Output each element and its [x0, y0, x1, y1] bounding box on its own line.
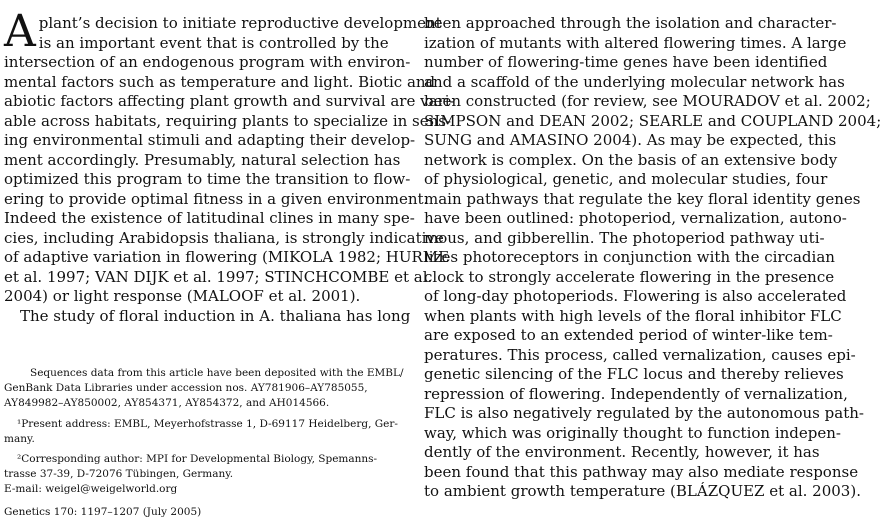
body-line: peratures. This process, called vernalization, causes epi-: [424, 345, 856, 364]
body-line: clock to strongly accelerate flowering in the presence: [424, 267, 835, 286]
body-line: of physiological, genetic, and molecular studies, four: [424, 170, 828, 188]
body-line: been approached through the isolation and character-: [424, 14, 837, 32]
body-line: dently of the environment. Recently, however, it has: [424, 443, 820, 461]
right-column: [424, 14, 881, 502]
footnote-accession: Sequences data from this article have been deposited with the EMBL/: [30, 367, 404, 379]
body-line: ering to provide optimal fitness in a given environment.: [4, 189, 429, 208]
body-line: when plants with high levels of the floral inhibitor FLC: [424, 306, 842, 325]
body-line: FLC is also negatively regulated by the autonomous path-: [424, 404, 864, 422]
body-line: network is complex. On the basis of an extensive body: [424, 150, 838, 169]
footnote-email: E-mail: weigel@weigelworld.org: [4, 483, 178, 496]
footnote-accession: GenBank Data Libraries under accession nos. AY781906–AY785055,: [4, 382, 368, 395]
body-line: lizes photoreceptors in conjunction with the circadian: [424, 248, 835, 266]
body-line: plant’s decision to initiate reproductive development: [38, 14, 442, 32]
body-line: to ambient growth temperature (BLÁZQUEZ et al. 2003).: [424, 482, 861, 500]
footnote-address: many.: [4, 432, 35, 445]
body-line: cies, including Arabidopsis thaliana, is strongly indicative: [4, 228, 444, 247]
body-line: and a scaffold of the underlying molecular network has: [424, 72, 845, 91]
footnotes: [4, 366, 404, 498]
footnote-address: ¹Present address: EMBL, Meyerhofstrasse 1, D-69117 Heidelberg, Ger-: [17, 417, 398, 430]
footnote-corresponding: ²Corresponding author: MPI for Developmental Biology, Spemanns-: [17, 453, 378, 466]
body-line: 2004) or light response (MALOOF et al. 2001).: [4, 287, 361, 305]
body-line: ization of mutants with altered flowering times. A large: [424, 33, 847, 52]
body-line: optimized this program to time the transition to flow-: [4, 170, 411, 188]
body-line: mous, and gibberellin. The photoperiod pathway uti-: [424, 228, 825, 247]
body-line: The study of floral induction in A. thaliana has long: [20, 306, 411, 325]
drop-cap: A: [4, 6, 36, 57]
footnote-accession: AY849982–AY850002, AY854371, AY854372, and AH014566.: [4, 397, 330, 410]
body-line: main pathways that regulate the key floral identity genes: [424, 189, 861, 208]
body-line: mental factors such as temperature and light. Biotic and: [4, 72, 436, 91]
body-line: been constructed (for review, see MOURADOV et al. 2002;: [424, 92, 871, 110]
body-line: abiotic factors affecting plant growth and survival are vari-: [4, 92, 455, 110]
body-line: et al. 1997; VAN DIJK et al. 1997; STINCHCOMBE et al.: [4, 267, 433, 286]
body-line: genetic silencing of the FLC locus and thereby relieves: [424, 365, 844, 383]
body-line: ment accordingly. Presumably, natural selection has: [4, 150, 401, 169]
body-line: number of flowering-time genes have been identified: [424, 53, 828, 71]
body-line: SUNG and AMASINO 2004). As may be expected, this: [424, 131, 837, 149]
body-line: is an important event that is controlled by the: [38, 33, 389, 52]
journal-citation: Genetics 170: 1197–1207 (July 2005): [4, 506, 202, 518]
body-line: have been outlined: photoperiod, vernalization, autono-: [424, 209, 847, 227]
body-line: of adaptive variation in flowering (MIKOLA 1982; HURME: [4, 248, 450, 266]
body-line: way, which was originally thought to function indepen-: [424, 423, 841, 442]
body-line: been found that this pathway may also mediate response: [424, 462, 859, 481]
body-line: are exposed to an extended period of winter-like tem-: [424, 326, 833, 344]
body-line: repression of flowering. Independently of vernalization,: [424, 384, 848, 403]
left-column: [4, 6, 455, 326]
body-line: SIMPSON and DEAN 2002; SEARLE and COUPLAND 2004;: [424, 111, 881, 130]
footnote-corresponding: trasse 37-39, D-72076 Tübingen, Germany.: [4, 468, 234, 481]
body-line: of long-day photoperiods. Flowering is also accelerated: [424, 287, 847, 305]
body-line: intersection of an endogenous program with environ-: [4, 53, 411, 71]
body-line: Indeed the existence of latitudinal clines in many spe-: [4, 209, 415, 227]
body-line: ing environmental stimuli and adapting their develop-: [4, 131, 416, 149]
body-line: able across habitats, requiring plants to specialize in sens-: [4, 111, 452, 130]
